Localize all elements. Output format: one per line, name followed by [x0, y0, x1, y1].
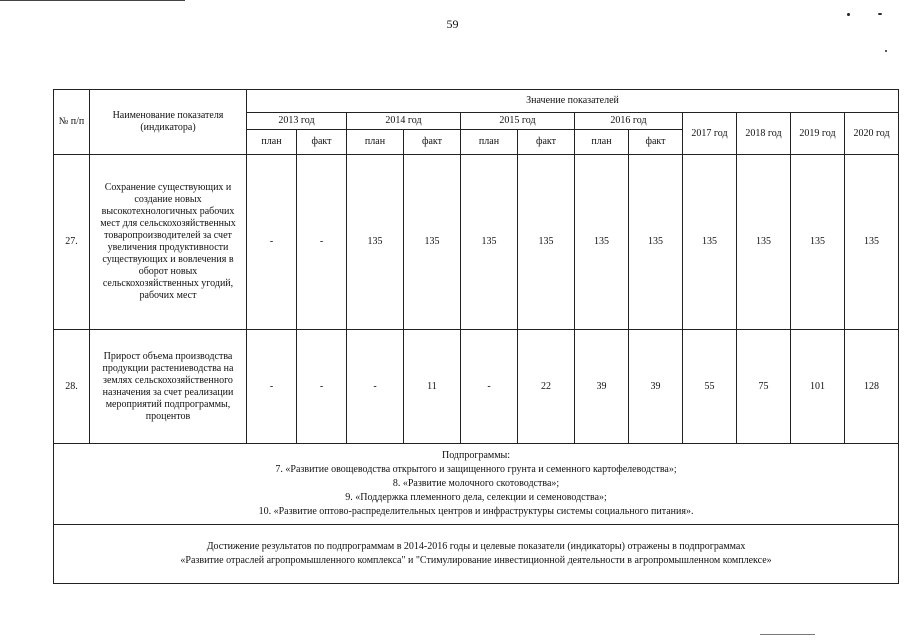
value-cell: 135 [845, 155, 899, 330]
value-cell: 75 [737, 330, 791, 444]
value-cell: - [347, 330, 404, 444]
indicator-name: Прирост объема производства продукции растениеводства на землях сельскохозяйственного назначения за счет реализации мероприятий подпрограммы, процентов [90, 330, 247, 444]
indicators-table [53, 89, 899, 584]
year-header: 2014 год [347, 113, 461, 130]
subprograms-cell [54, 444, 899, 525]
scan-speck [885, 50, 887, 52]
value-cell: 135 [737, 155, 791, 330]
value-cell: 135 [347, 155, 404, 330]
value-cell: 135 [629, 155, 683, 330]
fact-header: факт [518, 130, 575, 155]
page-number: 59 [446, 17, 459, 31]
bottom-rule [760, 634, 815, 635]
value-cell: 135 [683, 155, 737, 330]
col-header-values: Значение показателей [247, 90, 899, 113]
value-cell: 11 [404, 330, 461, 444]
year-header: 2017 год [683, 113, 737, 155]
col-header-name: Наименование показателя (индикатора) [90, 90, 247, 155]
subprogram-item: 7. «Развитие овощеводства открытого и защищенного грунта и семенного картофелеводства»; [275, 464, 677, 475]
value-cell: 135 [575, 155, 629, 330]
value-cell: - [461, 330, 518, 444]
subprogram-item: 9. «Поддержка племенного дела, селекции и семеноводства»; [345, 492, 607, 503]
note-cell [54, 525, 899, 584]
value-cell: 135 [461, 155, 518, 330]
year-header: 2019 год [791, 113, 845, 155]
plan-header: план [247, 130, 297, 155]
row-number: 27. [54, 155, 90, 330]
note-row [54, 525, 899, 584]
plan-header: план [575, 130, 629, 155]
year-header: 2015 год [461, 113, 575, 130]
table-row [54, 330, 899, 444]
value-cell: 39 [629, 330, 683, 444]
value-cell: - [247, 330, 297, 444]
fact-header: факт [629, 130, 683, 155]
scan-speck [878, 13, 882, 15]
col-header-num: № п/п [54, 90, 90, 155]
value-cell: 135 [791, 155, 845, 330]
value-cell: 128 [845, 330, 899, 444]
top-rule [0, 0, 185, 1]
year-header: 2016 год [575, 113, 683, 130]
value-cell: 101 [791, 330, 845, 444]
subprograms-row [54, 444, 899, 525]
value-cell: - [297, 330, 347, 444]
row-number: 28. [54, 330, 90, 444]
year-header: 2013 год [247, 113, 347, 130]
value-cell: - [297, 155, 347, 330]
fact-header: факт [404, 130, 461, 155]
subprograms-title: Подпрограммы: [441, 450, 511, 461]
value-cell: 39 [575, 330, 629, 444]
plan-header: план [347, 130, 404, 155]
fact-header: факт [297, 130, 347, 155]
plan-header: план [461, 130, 518, 155]
indicator-name: Сохранение существующих и создание новых высокотехнологичных рабочих мест для сельскохозяйственных товаропроизводителей за счет увеличения продуктивности существующих и вовлечения в оборот новых сельскохозяйственных угодий, рабочих мест [90, 155, 247, 330]
value-cell: 22 [518, 330, 575, 444]
subprogram-item: 8. «Развитие молочного скотоводства»; [392, 478, 560, 489]
value-cell: - [247, 155, 297, 330]
subprogram-item: 10. «Развитие оптово-распределительных центров и инфраструктуры системы социального питания». [258, 506, 694, 517]
year-header: 2020 год [845, 113, 899, 155]
note-line: Достижение результатов по подпрограммам в 2014-2016 годы и целевые показатели (индикаторы) отражены в подпрограммах [206, 541, 746, 552]
value-cell: 55 [683, 330, 737, 444]
year-header: 2018 год [737, 113, 791, 155]
value-cell: 135 [404, 155, 461, 330]
table-row [54, 155, 899, 330]
value-cell: 135 [518, 155, 575, 330]
note-line: «Развитие отраслей агропромышленного комплекса" и "Стимулирование инвестиционной деятельности в агропромышленном комплексе» [180, 555, 772, 566]
scan-speck [847, 13, 850, 16]
